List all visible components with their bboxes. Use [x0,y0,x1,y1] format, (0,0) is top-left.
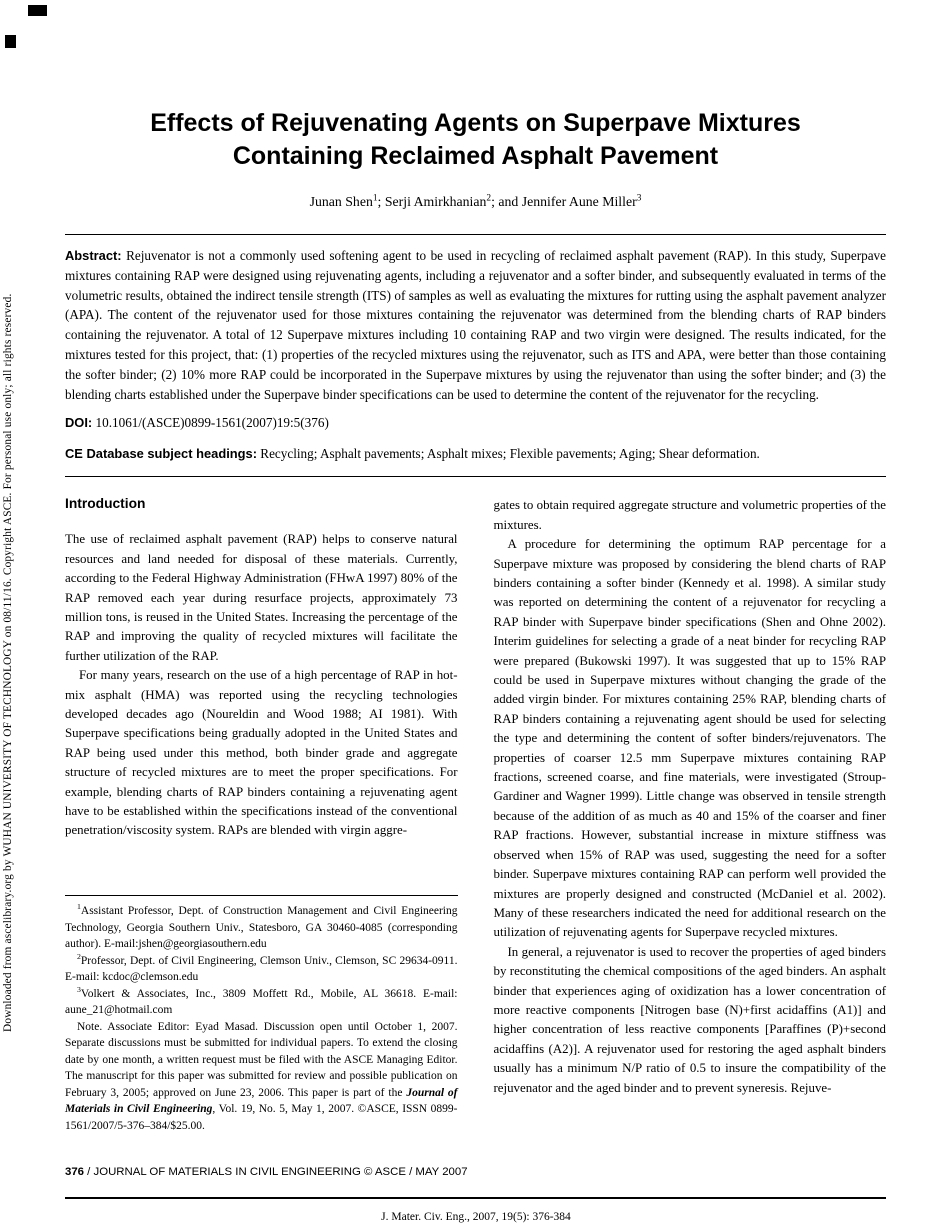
footnote-text: Note. Associate Editor: Eyad Masad. Discussion open until October 1, 2007. Separate discussions must be submitted for individual papers. To extend the closing date by one month, a written request must be filed with the ASCE Managing Editor. The manuscript for this paper was submitted for review and possible publication on February 3, 2005; approved on June 23, 2006. This paper is part of the [65,1020,458,1099]
body-paragraph: In general, a rejuvenator is used to recover the properties of aged binders by reconstituting the chemical compositions of the aged binders. An asphalt binder that experiences aging of oxidization has a lower concentration of more reactive components [Nitrogen base (N)+first acidaffins (A1)] and higher concentration of less reactive components [Paraffines (P)+second acidaffins (A2)]. A rejuvenator used for restoring the aged asphalt binders usually has a minimum N/P ratio of 0.5 to insure the compatibility of the rejuvenator and the aged binder and to prevent syneresis. Rejuve- [493,944,886,1095]
intro-paragraph: The use of reclaimed asphalt pavement (RAP) helps to conserve natural resources and land needed for disposal of these materials. Currently, according to the Federal Highway Administration (FHwA 1997) 80% of the RAP removed each year during resurface projects, approximately 73 million tons, is reused in the United States. Increasing the percentage of the RAP and improving the quality of recycled mixtures will facilitate the further utilization of the RAP. [65,532,458,663]
paper-content [65,0,886,1134]
footer-rule [65,1197,886,1199]
ce-value: Recycling; Asphalt pavements; Asphalt mixes; Flexible pavements; Aging; Shear deformation. [260,446,760,462]
footnote-affiliation-1 [65,903,458,953]
footnote-separator-rule [65,895,458,896]
footnote-text: Assistant Professor, Dept. of Construction Management and Civil Engineering Technology, Georgia Southern Univ., Statesboro, GA 30460-4085 (corresponding author). E-mail:jshen@georgiasouthern.edu [65,905,458,951]
footnote-text: , Vol. 19, No. 5, May 1, 2007. ©ASCE, ISSN 0899-1561/2007/5-376–384/$25.00. [65,1103,458,1132]
footnote-text: Professor, Dept. of Civil Engineering, Clemson Univ., Clemson, SC 29634-0911. E-mail: kcdoc@clemson.edu [65,954,458,984]
abstract-label: Abstract: [65,248,122,263]
page-footer [65,1166,886,1178]
left-column [65,496,458,1134]
author-separator: ; and [491,194,522,209]
footnote-marker: 3 [77,985,81,995]
page-number: 376 [65,1166,85,1178]
ce-database-headings [65,445,886,463]
footnote-editorial-note [65,1019,458,1135]
doi-label: DOI: [65,415,93,431]
journal-name: Journal of Materials in Civil Engineering [65,1086,458,1116]
ce-label: CE Database subject headings: [65,446,257,462]
footnote-affiliation-3 [65,986,458,1019]
right-column [494,496,887,1134]
author-name: Junan Shen [309,194,373,209]
footnote-marker: 2 [77,952,81,962]
authors-line [65,193,886,210]
scan-artifact-left [5,35,16,48]
footnotes-block [65,895,458,1134]
separator-rule-top [65,234,886,235]
body-paragraph: A procedure for determining the optimum RAP percentage for a Superpave mixture was proposed by considering the blend charts of RAP binders containing a softer binder (Kennedy et al. 1998). A similar study was reported on determining the content of a rejuvenator for recycling a RAP binder with Superpave binder specifications (Shen and Ohne 2002). Interim guidelines for selecting a grade of a neat binder for recycling RAP were prepared (Bukowski 1997). It was suggested that up to 15% RAP could be used in Superpave mixtures without changing the grade of the added virgin binder. For mixtures containing 25% RAP, blending charts of RAP binders containing a rejuvenating agent should be used for selecting the type and determining the content of softer binders/rejuvenators. The properties of coarser 12.5 mm Superpave mixtures containing RAP fractions, screened coarse, and fine materials, were investigated (Stroup-Gardiner and Wagner 1999). Little change was observed in tensile strength because of the addition of as much as 40 and 15% of the coarser and finer RAP fractions. However, substantial increase in mixture stiffness was observed when 15% of RAP was used, suggesting the need for a softer binder. Superpave mixtures containing RAP can perform well provided the mixtures are properly designed and constructed (McDaniel et al. 2002). Many of these researchers indicated the need for additional research on the utilization of rejuvenating agents for Superpave recycled mixtures. [493,537,886,940]
intro-paragraph: For many years, research on the use of a high percentage of RAP in hot-mix asphalt (HMA) was reported using the recycling technologies developed decades ago (Noureldin and Wood 1988; AI 1981). With Superpave specifications being gradually adopted in the United States and RAP being used under this method, both binder grade and aggregate structure of recycled mixtures are to meet the proper specifications. For example, blending charts of RAP binders containing a rejuvenating agent have to be established within the specifications instead of the conventional penetration/viscosity system. RAPs are blended with virgin aggre- [65,668,458,838]
separator-rule-bottom [65,476,886,477]
download-watermark: Downloaded from ascelibrary.org by WUHAN UNIVERSITY OF TECHNOLOGY on 08/11/16. Copyright ASCE. For personal use only; all rights reserved. [2,293,14,1032]
page-title: Effects of Rejuvenating Agents on Superpave Mixtures Containing Reclaimed Asphalt Pavement [150,109,801,170]
author-name: Serji Amirkhanian [384,194,487,209]
two-column-body [65,496,886,1134]
author-separator: ; [377,194,385,209]
doi-line [65,414,886,432]
abstract [65,246,886,404]
author-affiliation-mark: 3 [636,193,642,204]
author-affiliation-mark: 1 [372,193,378,204]
introduction-heading: Introduction [65,496,146,512]
doi-value: 10.1061/(ASCE)0899-1561(2007)19:5(376) [95,415,329,431]
abstract-text: Rejuvenator is not a commonly used softening agent to be used in recycling of reclaimed asphalt pavement (RAP). In this study, Superpave mixtures containing RAP were designed using rejuvenating agents, including a rejuvenator and a softer binder, and subsequently evaluated in terms of the volumetric results, obtained the indirect tensile strength (ITS) of samples as well as evaluating the mixtures for rutting using the asphalt pavement analyzer (APA). The content of the rejuvenator used for those mixtures containing the rejuvenator was determined from the blending charts of RAP binders containing the rejuvenator. A total of 12 Superpave mixtures including 10 containing RAP and two virgin were designed. The results indicated, for the mixtures tested for this project, that: (1) properties of the recycled mixtures using the rejuvenator, such as ITS and APA, were better than those containing the softer binder; (2) 10% more RAP could be incorporated in the Superpave mixtures by using the rejuvenator than using the softer binder; and (3) the blending charts established under the Superpave binder specifications can be used to determine the content of the rejuvenator for the recycling. [65,248,887,402]
footer-journal-line: / JOURNAL OF MATERIALS IN CIVIL ENGINEERING © ASCE / MAY 2007 [84,1166,468,1178]
citation-line: J. Mater. Civ. Eng., 2007, 19(5): 376-384 [381,1211,571,1223]
footnote-affiliation-2 [65,953,458,986]
footnote-text: Volkert & Associates, Inc., 3809 Moffett Rd., Mobile, AL 36618. E-mail: aune_21@hotmail.com [65,987,458,1017]
author-name: Jennifer Aune Miller [521,194,637,209]
footnote-marker: 1 [77,902,81,912]
author-affiliation-mark: 2 [486,193,492,204]
body-paragraph: gates to obtain required aggregate structure and volumetric properties of the mixtures. [493,498,886,532]
scan-artifact-top [28,5,47,16]
